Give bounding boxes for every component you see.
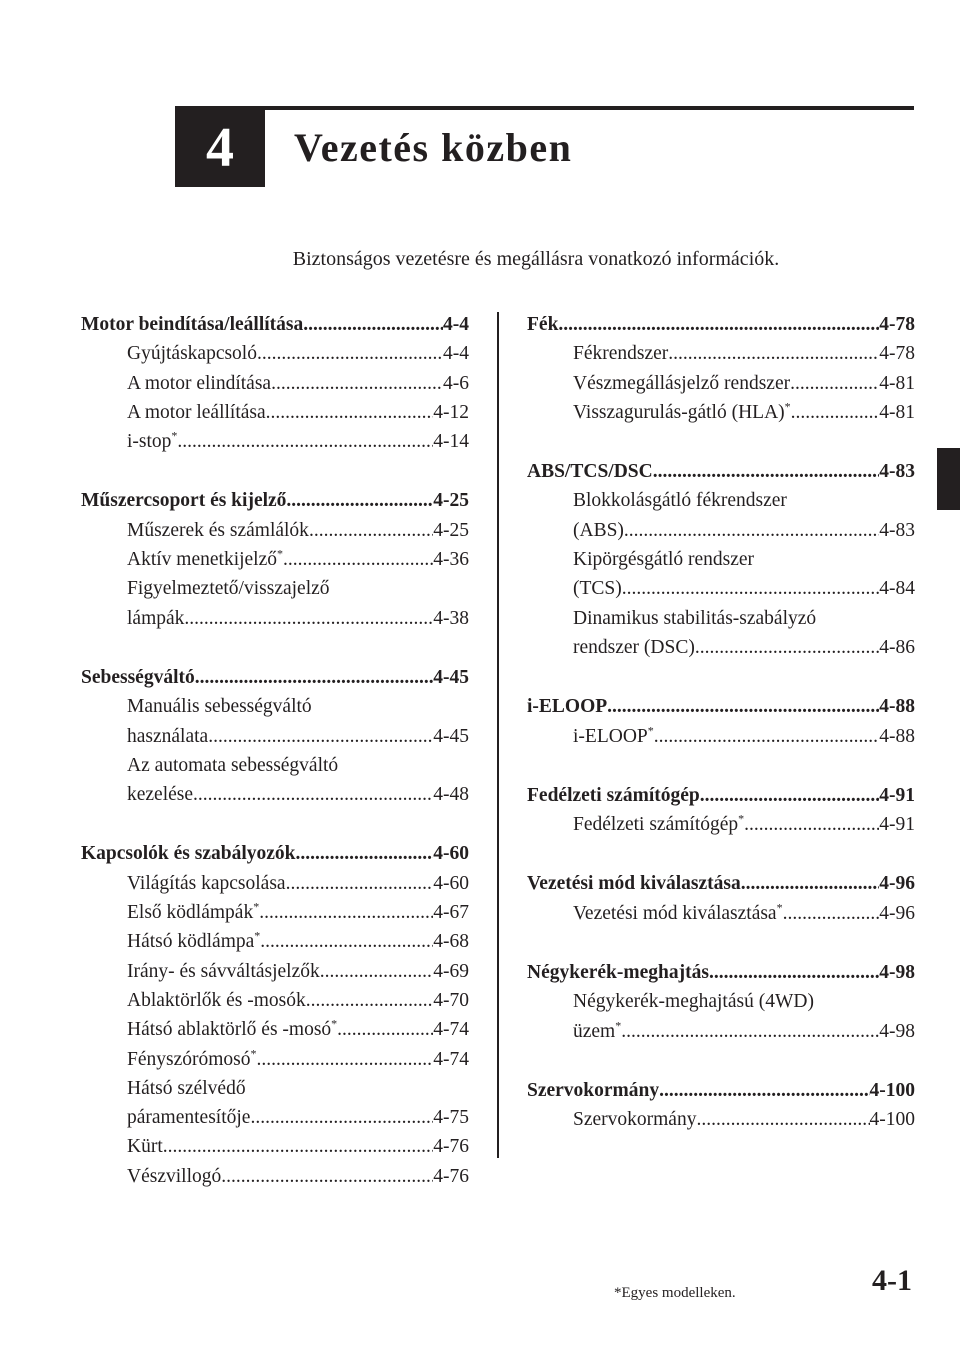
toc-section (81, 663, 469, 809)
toc-item-page: 4-4 (443, 343, 469, 365)
toc-section-title[interactable] (527, 781, 915, 810)
toc-item-text: Fékrendszer (573, 343, 669, 365)
dot-leader (271, 369, 443, 398)
toc-item-text: Vezetési mód kiválasztása* (573, 900, 783, 924)
toc-item[interactable] (81, 1103, 469, 1132)
toc-section-title-page: 4-60 (433, 843, 469, 865)
toc-section-title-page: 4-96 (879, 873, 915, 895)
toc-section-title-text: Műszercsoport és kijelző (81, 490, 287, 512)
toc-item-text: Műszerek és számlálók (127, 519, 309, 541)
dot-leader (696, 1105, 869, 1134)
toc-section-title[interactable] (81, 486, 469, 515)
chapter-number: 4 (206, 117, 234, 179)
toc-section-title-text: Sebességváltó (81, 666, 195, 688)
toc-left-column (81, 310, 469, 1221)
page-number: 4-1 (872, 1264, 912, 1297)
toc-item-page: 4-84 (879, 578, 915, 600)
dot-leader (208, 722, 433, 751)
dot-leader (558, 310, 879, 339)
toc-section-title-text: ABS/TCS/DSC (527, 461, 653, 483)
dot-leader (624, 516, 879, 545)
toc-item-text: i-stop* (127, 428, 178, 453)
toc-item[interactable] (81, 986, 469, 1015)
asterisk-mark: * (254, 928, 261, 943)
toc-item-text: Első ködlámpák* (127, 899, 260, 924)
toc-section-title[interactable] (527, 1076, 915, 1105)
toc-item-text: Visszagurulás-gátló (HLA)* (573, 399, 791, 423)
toc-section-title[interactable] (527, 457, 915, 486)
toc-section-title-page: 4-91 (879, 784, 915, 806)
toc-item-text: Aktív menetkijelző* (127, 546, 284, 571)
dot-leader (668, 339, 879, 368)
toc-item-text: lámpák (127, 607, 185, 629)
toc-item-text: A motor elindítása (127, 372, 272, 394)
asterisk-mark: * (776, 900, 783, 915)
toc-item-text: Hátsó ködlámpa* (127, 928, 261, 953)
dot-leader (260, 927, 433, 956)
toc-item-page: 4-69 (433, 960, 469, 982)
toc-item-page: 4-88 (879, 725, 915, 747)
toc-section-title-page: 4-45 (433, 666, 469, 688)
asterisk-mark: * (277, 546, 284, 561)
toc-item-text: páramentesítője (127, 1107, 251, 1129)
dot-leader (283, 545, 433, 574)
dot-leader (621, 1017, 879, 1046)
toc-item-lead: Manuális sebességváltó (127, 696, 312, 718)
chapter-tab-marker (937, 448, 960, 510)
chapter-subtitle: Biztonságos vezetésre és megállásra vonatkozó információk. (292, 248, 780, 270)
toc-item[interactable] (81, 369, 469, 398)
toc-item-page: 4-76 (433, 1165, 469, 1187)
toc-item-page: 4-6 (443, 372, 469, 394)
toc-item-page: 4-83 (879, 519, 915, 541)
toc-item-text: Gyújtáskapcsoló (127, 343, 257, 365)
dot-leader (783, 899, 880, 928)
toc-section (81, 310, 469, 456)
toc-section-title-text: Fék (527, 314, 559, 335)
dot-leader (653, 457, 880, 486)
chapter-number-box (175, 109, 265, 187)
toc-item-text: A motor leállítása (127, 401, 266, 423)
toc-section-title-text: Kapcsolók és szabályozók (81, 843, 296, 865)
toc-item[interactable] (527, 899, 915, 928)
toc-item[interactable] (527, 339, 915, 368)
toc-item-page: 4-75 (433, 1107, 469, 1129)
dot-leader (791, 398, 880, 427)
toc-item-page: 4-78 (879, 343, 915, 365)
toc-item-text: kezelése (127, 784, 194, 806)
toc-item[interactable] (81, 869, 469, 898)
toc-item[interactable] (527, 1017, 915, 1046)
dot-leader (177, 427, 433, 456)
toc-item-page: 4-12 (433, 401, 469, 423)
toc-item-page: 4-67 (433, 902, 469, 924)
asterisk-mark: * (250, 1046, 257, 1061)
toc-section-title-text: Vezetési mód kiválasztása (527, 873, 741, 895)
dot-leader (741, 869, 879, 898)
toc-item[interactable] (81, 927, 469, 956)
toc-item-page: 4-98 (879, 1020, 915, 1042)
dot-leader (221, 1162, 433, 1191)
toc-item-page: 4-38 (433, 607, 469, 629)
toc-section (527, 869, 915, 928)
toc-item-text: Fedélzeti számítógép* (573, 811, 745, 836)
toc-item-text: (TCS) (573, 578, 622, 600)
dot-leader (744, 810, 879, 839)
dot-leader (259, 898, 433, 927)
dot-leader (296, 839, 434, 868)
asterisk-mark: * (171, 428, 178, 443)
toc-item-text: Világítás kapcsolása (127, 872, 286, 894)
toc-item[interactable] (81, 339, 469, 368)
toc-item[interactable] (81, 1132, 469, 1161)
toc-item-page: 4-96 (879, 902, 915, 924)
dot-leader (622, 574, 880, 603)
dot-leader (303, 310, 443, 339)
toc-section-title-text: Szervokormány (527, 1079, 660, 1101)
dot-leader (184, 604, 433, 633)
toc-section (81, 839, 469, 1191)
toc-item-lead: Hátsó szélvédő (127, 1077, 246, 1099)
dot-leader (695, 633, 879, 662)
toc-item-lead: Dinamikus stabilitás-szabályzó (573, 607, 817, 629)
toc-section (527, 457, 915, 662)
toc-item-text: Hátsó ablaktörlő és -mosó* (127, 1016, 338, 1041)
toc-item-text: i-ELOOP* (573, 723, 654, 747)
dot-leader (700, 781, 880, 810)
toc-item-page: 4-81 (879, 372, 915, 394)
toc-item-page: 4-81 (879, 401, 915, 423)
toc-item-page: 4-100 (869, 1109, 915, 1131)
toc-item[interactable] (81, 427, 469, 456)
toc-section-title-page: 4-98 (879, 962, 915, 984)
toc-item[interactable] (527, 574, 915, 603)
toc-section (527, 692, 915, 751)
toc-item[interactable] (527, 810, 915, 839)
asterisk-mark: * (784, 399, 791, 414)
toc-item-page: 4-45 (433, 725, 469, 747)
toc-item-text: Kürt (127, 1136, 163, 1158)
asterisk-mark: * (738, 811, 745, 826)
toc-section-title-page: 4-83 (879, 461, 915, 483)
asterisk-mark: * (647, 723, 654, 738)
toc-item-text: (ABS) (573, 519, 624, 541)
toc-item[interactable] (81, 516, 469, 545)
toc-section-title-text: i-ELOOP (527, 696, 608, 718)
toc-item-text: Vészvillogó (127, 1165, 222, 1187)
toc-item-page: 4-91 (879, 814, 915, 836)
toc-section-title[interactable] (527, 869, 915, 898)
toc-item-page: 4-68 (433, 931, 469, 953)
toc-item-lead: Négykerék-meghajtású (4WD) (573, 991, 814, 1013)
toc-item-lead: Kipörgésgátló rendszer (573, 549, 755, 571)
toc-item-page: 4-74 (433, 1019, 469, 1041)
chapter-title: Vezetés közben (294, 125, 573, 170)
toc-item[interactable] (81, 398, 469, 427)
asterisk-mark: * (331, 1016, 338, 1031)
dot-leader (790, 369, 879, 398)
toc-item-text: Szervokormány (573, 1109, 697, 1131)
toc-item[interactable] (81, 1162, 469, 1191)
toc-section-title[interactable] (527, 310, 915, 339)
toc-section-title-page: 4-4 (443, 314, 469, 335)
toc-item-page: 4-74 (433, 1048, 469, 1070)
toc-section-title[interactable] (527, 958, 915, 987)
toc-item-page: 4-70 (433, 989, 469, 1011)
toc-item[interactable] (81, 1015, 469, 1044)
toc-item-lead: Az automata sebességváltó (127, 754, 339, 776)
footnote: *Egyes modelleken. (614, 1285, 736, 1301)
toc-section-title-page: 4-88 (879, 696, 915, 718)
toc-item-lead: Blokkolásgátló fékrendszer (573, 490, 787, 512)
toc-right-column (527, 310, 915, 1165)
dot-leader (654, 722, 880, 751)
toc-item-page: 4-25 (433, 519, 469, 541)
toc-item-page: 4-60 (433, 872, 469, 894)
toc-section-title[interactable] (527, 692, 915, 721)
dot-leader (193, 780, 433, 809)
toc-item[interactable] (527, 369, 915, 398)
toc-item-text: Fényszórómosó* (127, 1046, 257, 1070)
toc-item[interactable] (81, 545, 469, 574)
toc-item[interactable] (81, 898, 469, 927)
toc-section-title-text: Fedélzeti számítógép (527, 784, 700, 806)
toc-section (527, 958, 915, 1046)
dot-leader (250, 1103, 433, 1132)
toc-item[interactable] (527, 398, 915, 427)
toc-item[interactable] (81, 1045, 469, 1074)
dot-leader (320, 957, 433, 986)
toc-section-title-text: Négykerék-meghajtás (527, 962, 709, 984)
toc-section-title-page: 4-78 (879, 314, 915, 335)
dot-leader (709, 958, 879, 987)
dot-leader (286, 486, 433, 515)
toc-section (81, 486, 469, 632)
toc-item[interactable] (527, 516, 915, 545)
toc-item-page: 4-14 (433, 431, 469, 453)
asterisk-mark: * (253, 899, 260, 914)
toc-section-title[interactable] (81, 839, 469, 868)
toc-item[interactable] (81, 604, 469, 633)
toc-section (527, 781, 915, 840)
toc-section-title-page: 4-100 (869, 1079, 915, 1101)
asterisk-mark: * (615, 1018, 622, 1033)
toc-item[interactable] (527, 1105, 915, 1134)
toc-item-lead: Figyelmeztető/visszajelző (127, 578, 330, 600)
dot-leader (607, 692, 879, 721)
toc-item-text: Vészmegállásjelző rendszer (573, 372, 791, 394)
toc-item-text: Irány- és sávváltásjelzők (127, 960, 320, 982)
toc-section-title[interactable] (81, 663, 469, 692)
toc-item-text: Ablaktörlők és -mosók (127, 989, 306, 1011)
toc-section (527, 1076, 915, 1135)
dot-leader (195, 663, 434, 692)
toc-section-title-page: 4-25 (433, 490, 469, 512)
dot-leader (266, 398, 434, 427)
dot-leader (257, 1045, 434, 1074)
toc-item[interactable] (81, 780, 469, 809)
dot-leader (309, 516, 433, 545)
dot-leader (257, 339, 443, 368)
toc-section-title[interactable] (81, 310, 469, 339)
toc-item[interactable] (81, 722, 469, 751)
toc-item-text: rendszer (DSC) (573, 636, 695, 658)
toc-item-page: 4-48 (433, 784, 469, 806)
dot-leader (286, 869, 434, 898)
toc-section (527, 310, 915, 427)
toc-item-page: 4-86 (879, 636, 915, 658)
dot-leader (337, 1015, 433, 1044)
toc-item-text: üzem* (573, 1018, 622, 1042)
toc-item[interactable] (81, 957, 469, 986)
toc-item[interactable] (527, 722, 915, 751)
column-divider (497, 312, 499, 1158)
toc-item-text: használata (127, 725, 209, 747)
toc-item[interactable] (527, 633, 915, 662)
dot-leader (163, 1132, 434, 1161)
dot-leader (306, 986, 434, 1015)
dot-leader (659, 1076, 869, 1105)
chapter-top-rule (175, 106, 914, 110)
toc-item-page: 4-36 (433, 549, 469, 571)
toc-item-page: 4-76 (433, 1136, 469, 1158)
toc-section-title-text: Motor beindítása/leállítása (81, 314, 304, 335)
